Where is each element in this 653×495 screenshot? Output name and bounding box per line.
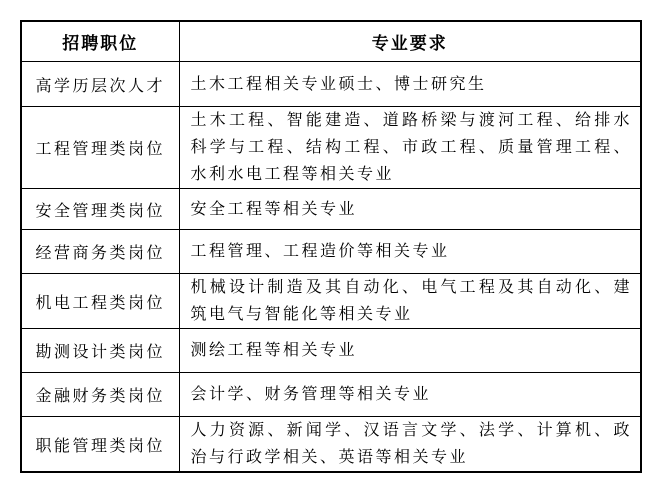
position-cell: 安全管理类岗位	[21, 189, 179, 230]
table-row	[21, 62, 641, 107]
position-cell: 职能管理类岗位	[21, 417, 179, 473]
position-cell: 高学历层次人才	[21, 62, 179, 107]
requirement-cell: 土木工程相关专业硕士、博士研究生	[179, 62, 641, 107]
header-position: 招聘职位	[21, 21, 179, 62]
header-row	[21, 21, 641, 62]
requirement-cell: 工程管理、工程造价等相关专业	[179, 230, 641, 274]
table-row	[21, 189, 641, 230]
requirement-cell: 土木工程、智能建造、道路桥梁与渡河工程、给排水科学与工程、结构工程、市政工程、质量管理工程、水利水电工程等相关专业	[179, 107, 641, 189]
position-cell: 经营商务类岗位	[21, 230, 179, 274]
table-row	[21, 373, 641, 417]
requirement-cell: 机械设计制造及其自动化、电气工程及其自动化、建筑电气与智能化等相关专业	[179, 274, 641, 329]
table-row	[21, 274, 641, 329]
table-body	[21, 62, 641, 473]
position-cell: 机电工程类岗位	[21, 274, 179, 329]
table-row	[21, 417, 641, 473]
requirement-cell: 人力资源、新闻学、汉语言文学、法学、计算机、政治与行政学相关、英语等相关专业	[179, 417, 641, 473]
header-requirement: 专业要求	[179, 21, 641, 62]
position-cell: 勘测设计类岗位	[21, 329, 179, 373]
table-row	[21, 329, 641, 373]
requirement-cell: 会计学、财务管理等相关专业	[179, 373, 641, 417]
requirement-cell: 测绘工程等相关专业	[179, 329, 641, 373]
requirement-cell: 安全工程等相关专业	[179, 189, 641, 230]
position-cell: 金融财务类岗位	[21, 373, 179, 417]
recruitment-requirements-table	[20, 20, 642, 473]
table-row	[21, 107, 641, 189]
position-cell: 工程管理类岗位	[21, 107, 179, 189]
table-row	[21, 230, 641, 274]
